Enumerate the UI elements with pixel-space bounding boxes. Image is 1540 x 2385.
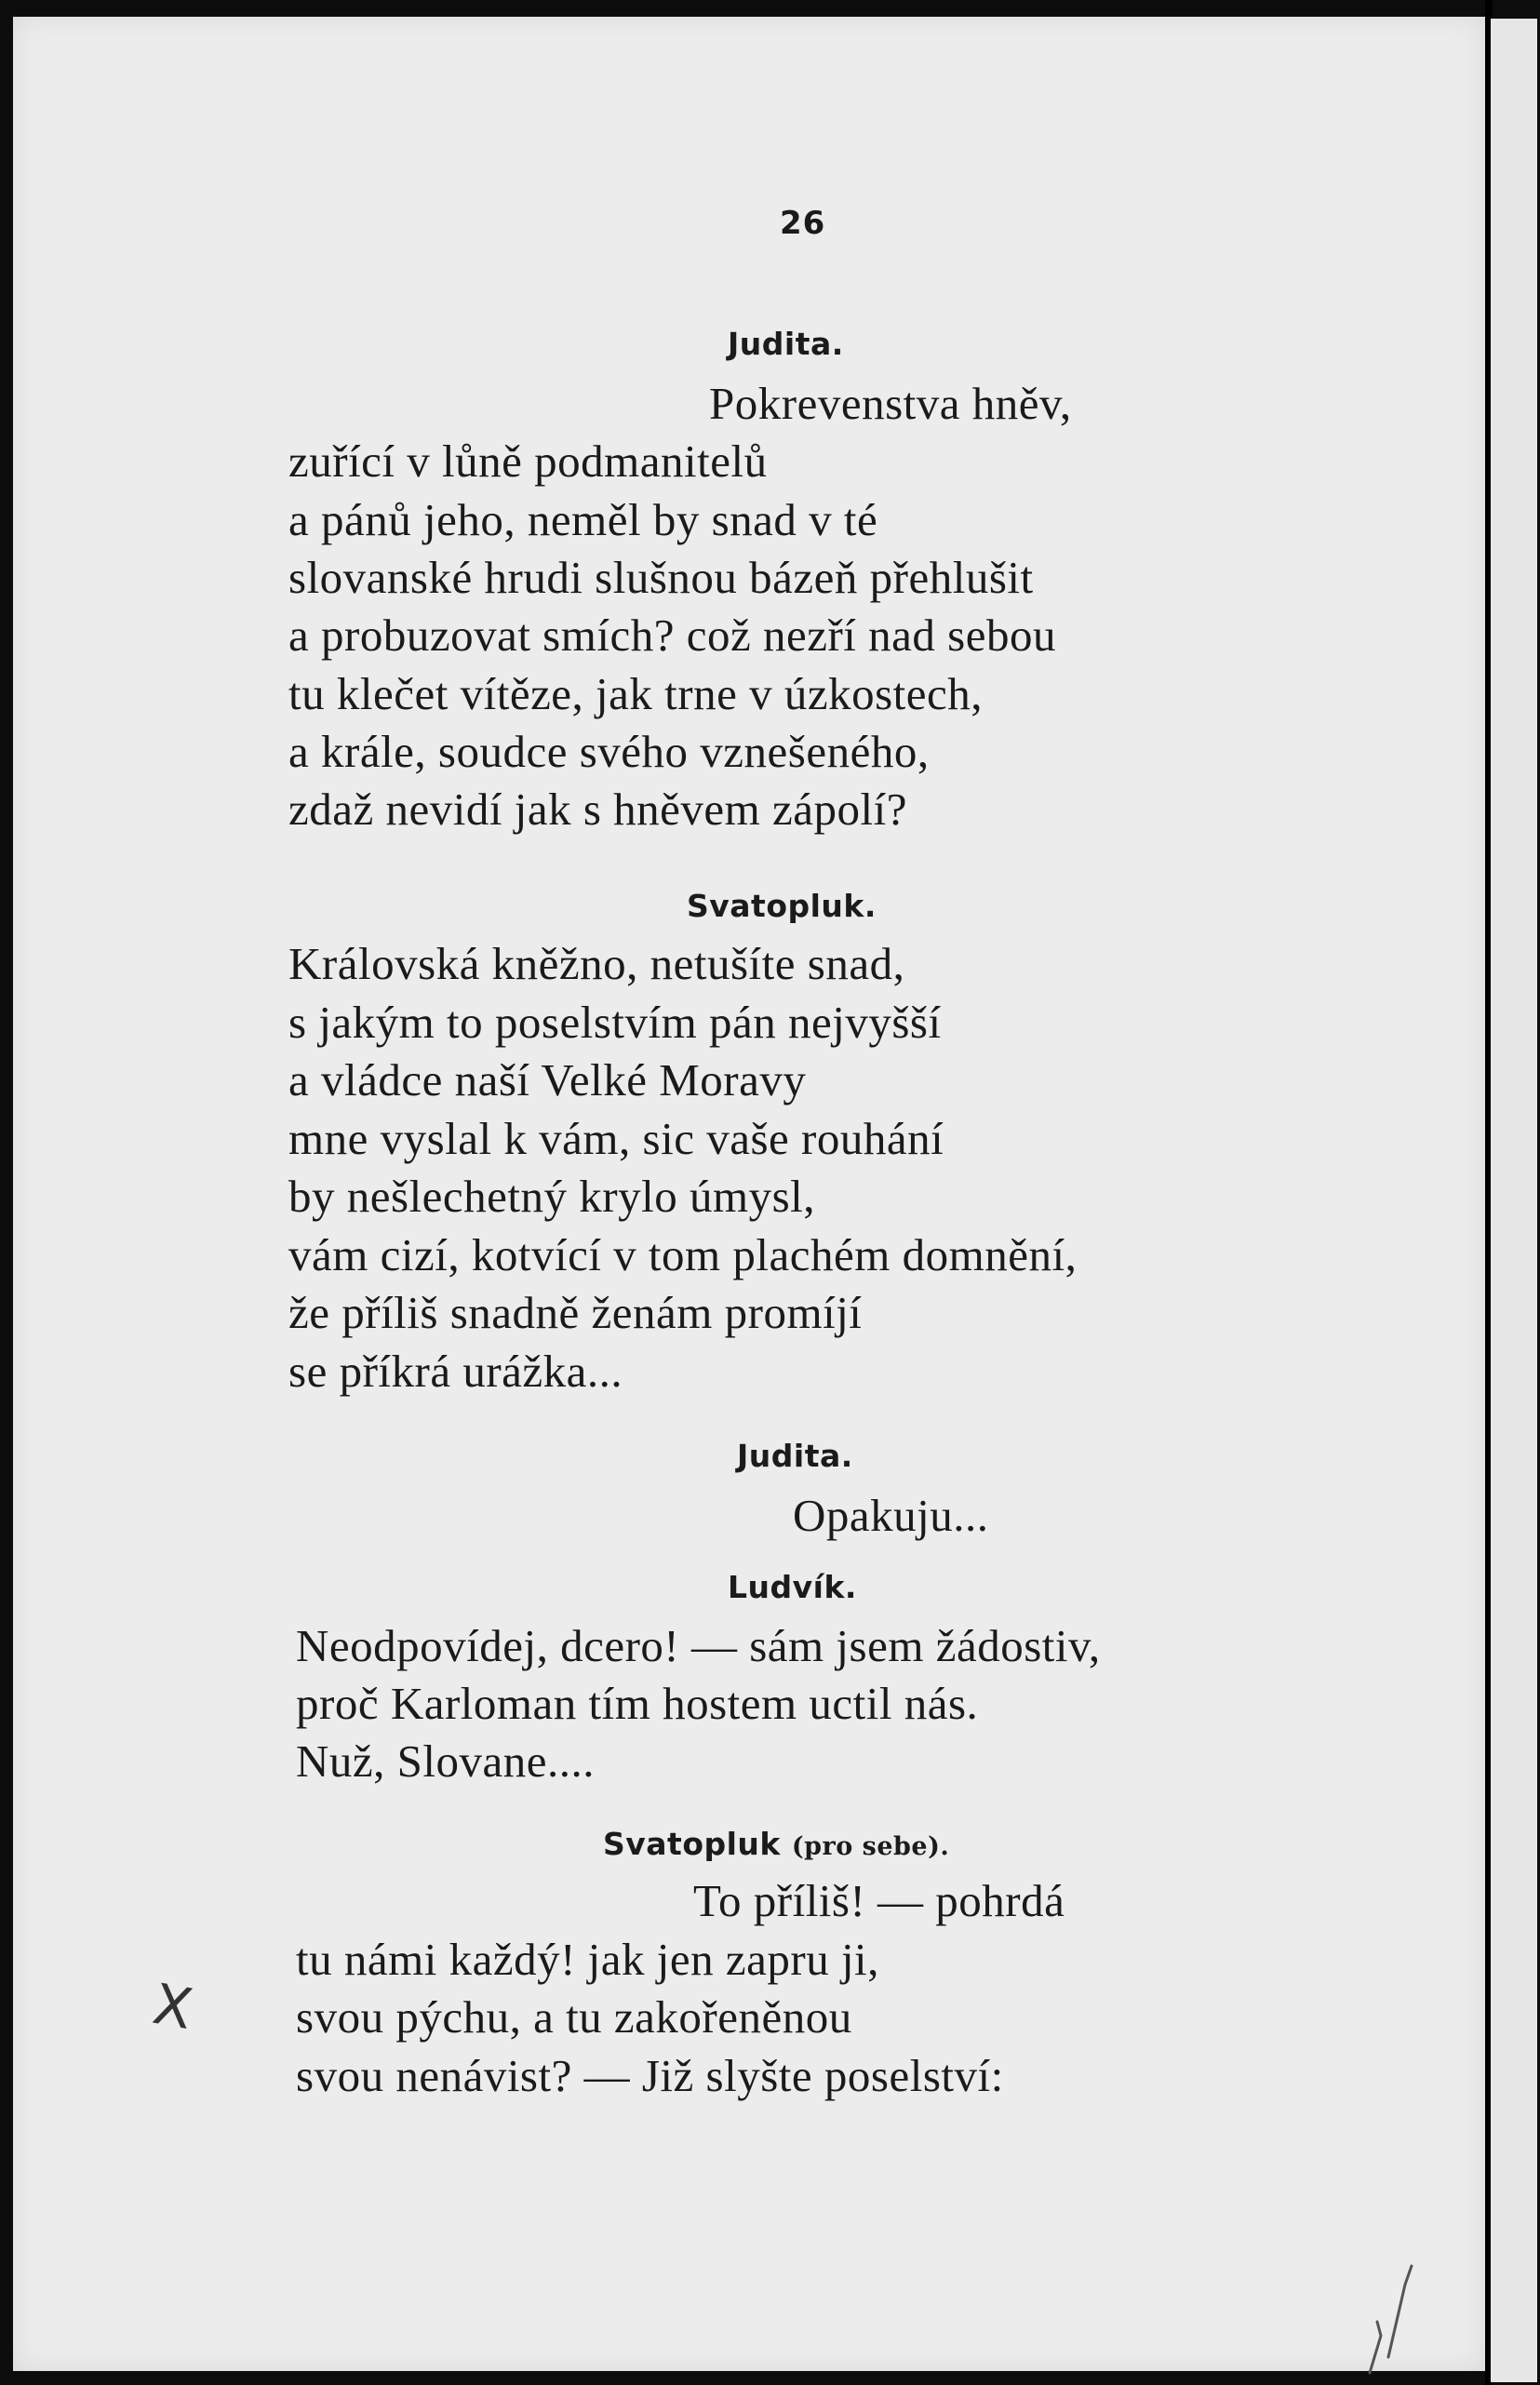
pencil-scribble-mark <box>1360 2247 1426 2378</box>
speaker-name: Judita. <box>728 326 844 362</box>
verse-line: mne vyslal k vám, sic vaše rouhání <box>288 1113 944 1164</box>
verse-line: Pokrevenstva hněv, <box>709 378 1072 429</box>
verse-line: a vládce naší Velké Moravy <box>288 1054 807 1105</box>
verse-line: Opakuju... <box>793 1490 989 1541</box>
verse-line: by nešlechetný krylo úmysl, <box>288 1171 816 1222</box>
verse-line: se příkrá urážka... <box>288 1346 623 1397</box>
verse-line: že příliš snadně ženám promíjí <box>288 1287 863 1338</box>
verse-line: svou pýchu, a tu zakořeněnou <box>296 1991 852 2043</box>
speaker-name: Svatopluk. <box>687 888 877 924</box>
verse-line: s jakým to poselstvím pán nejvyšší <box>288 997 942 1048</box>
verse-line: Královská kněžno, netušíte snad, <box>288 938 905 989</box>
verse-line: tu klečet vítěze, jak trne v úzkostech, <box>288 668 984 719</box>
verse-line: vám cizí, kotvící v tom plachém domnění, <box>288 1229 1078 1280</box>
verse-line: a krále, soudce svého vznešeného, <box>288 726 930 777</box>
margin-x-mark: X <box>148 1971 197 2043</box>
verse-line: svou nenávist? — Již slyšte poselství: <box>296 2050 1004 2101</box>
speaker-name: Ludvík. <box>728 1569 857 1605</box>
speaker-name-text: Svatopluk <box>603 1826 781 1862</box>
verse-line: Neodpovídej, dcero! — sám jsem žádostiv, <box>296 1620 1101 1671</box>
verse-line: proč Karloman tím hostem uctil nás. <box>296 1678 979 1729</box>
verse-line: To příliš! — pohrdá <box>693 1875 1065 1926</box>
verse-line: a probuzovat smích? což nezří nad sebou <box>288 610 1056 661</box>
adjacent-page-strip <box>1491 19 1537 2382</box>
verse-line: a pánů jeho, neměl by snad v té <box>288 494 878 545</box>
speaker-name: Judita. <box>737 1438 853 1474</box>
verse-line: Nuž, Slovane.... <box>296 1735 595 1787</box>
verse-line: zdaž nevidí jak s hněvem zápolí? <box>288 784 907 835</box>
stage-direction: (pro sebe). <box>791 1832 950 1861</box>
speaker-name <box>603 1826 949 1862</box>
page-number: 26 <box>780 205 826 242</box>
verse-line: slovanské hrudi slušnou bázeň přehlušit <box>288 552 1034 603</box>
verse-line: zuřící v lůně podmanitelů <box>288 435 768 487</box>
verse-line: tu námi každý! jak jen zapru ji, <box>296 1934 879 1985</box>
